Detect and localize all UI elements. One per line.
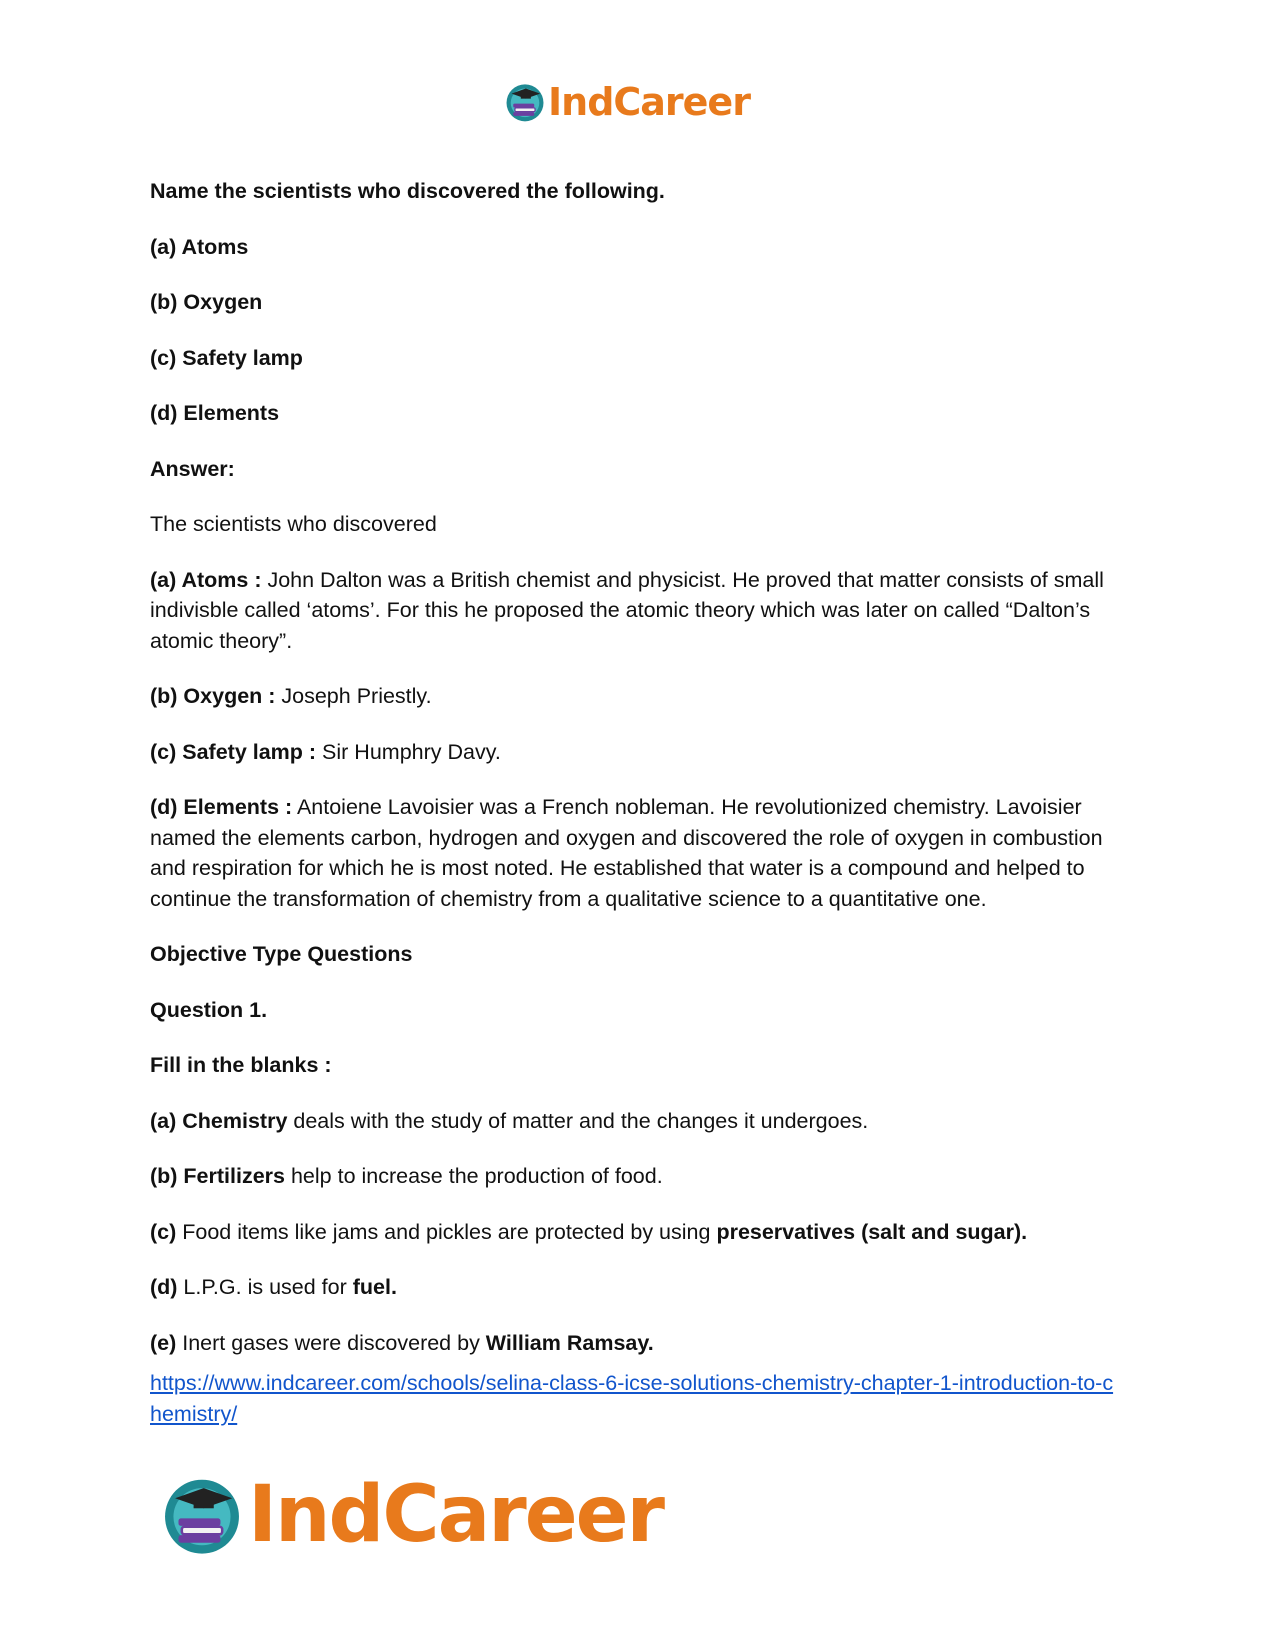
section-heading: Objective Type Questions xyxy=(150,942,413,966)
blank-answer: preservatives (salt and sugar). xyxy=(716,1219,1028,1244)
blank-item-b xyxy=(150,1161,1125,1192)
blank-item-a xyxy=(150,1106,1125,1137)
answer-paragraph xyxy=(150,792,1125,914)
answer-label-b: (b) Oxygen : xyxy=(150,684,276,708)
blank-text: Inert gases were discovered by xyxy=(176,1330,486,1355)
blank-label: (b) xyxy=(150,1164,178,1188)
question-title: Name the scientists who discovered the following. xyxy=(150,179,665,203)
answer-paragraph xyxy=(150,737,1125,768)
answer-text-a: John Dalton was a British chemist and physicist. He proved that matter consists of small indivisble called ‘atoms’. For this he proposed the atomic theory which was later on called “Dalton’s atomic theory”. xyxy=(150,567,1104,653)
blank-label: (a) xyxy=(150,1108,177,1133)
answer-text-b: Joseph Priestly. xyxy=(275,684,432,708)
header-logo xyxy=(504,80,750,124)
blank-text: Food items like jams and pickles are protected by using xyxy=(176,1219,717,1244)
blank-text: L.P.G. is used for xyxy=(177,1275,353,1299)
answer-paragraph xyxy=(150,681,1125,712)
question-instruction: Fill in the blanks : xyxy=(150,1053,332,1077)
blank-answer: Fertilizers xyxy=(177,1164,285,1188)
question-number: Question 1. xyxy=(150,997,268,1022)
footer-logo xyxy=(160,1470,663,1560)
graduation-book-globe-icon xyxy=(160,1473,244,1557)
answer-label-a: (a) Atoms : xyxy=(150,567,262,592)
source-link[interactable]: https://www.indcareer.com/schools/selina-class-6-icse-solutions-chemistry-chapter-1-introduction-to-chemistry/ xyxy=(150,1371,1114,1426)
answer-intro: The scientists who discovered xyxy=(150,512,437,536)
blank-answer: fuel. xyxy=(352,1275,397,1299)
answer-label-d: (d) Elements : xyxy=(150,795,293,819)
blank-item-e xyxy=(150,1328,1125,1359)
answer-paragraph xyxy=(150,565,1125,657)
question-item: (b) Oxygen xyxy=(150,290,263,314)
blank-answer: William Ramsay. xyxy=(485,1330,654,1355)
logo-text: IndCareer xyxy=(248,1470,663,1560)
answer-label-c: (c) Safety lamp : xyxy=(150,739,317,764)
blank-item-c xyxy=(150,1217,1125,1248)
question-item: (d) Elements xyxy=(150,401,280,425)
logo-text: IndCareer xyxy=(548,80,750,124)
blank-label: (c) xyxy=(150,1219,177,1244)
blank-item-d xyxy=(150,1272,1125,1303)
blank-text: help to increase the production of food. xyxy=(285,1164,663,1188)
question-item: (c) Safety lamp xyxy=(150,345,303,370)
question-item: (a) Atoms xyxy=(150,234,249,259)
graduation-book-globe-icon xyxy=(504,81,546,123)
blank-label: (e) xyxy=(150,1330,177,1355)
answer-text-d: Antoiene Lavoisier was a French nobleman. He revolutionized chemistry. Lavoisier named the elements carbon, hydrogen and oxygen and discovered the role of oxygen in combustion and respiration for which he is most noted. He established that water is a compound and helped to continue the transformation of chemistry from a qualitative science to a quantitative one. xyxy=(150,795,1103,911)
blank-text: deals with the study of matter and the changes it undergoes. xyxy=(287,1108,869,1133)
blank-answer: Chemistry xyxy=(176,1108,288,1133)
main-content xyxy=(150,176,1125,1454)
blank-label: (d) xyxy=(150,1275,178,1299)
source-link-paragraph xyxy=(150,1368,1125,1429)
answer-text-c: Sir Humphry Davy. xyxy=(316,739,501,764)
answer-label: Answer: xyxy=(150,456,235,481)
